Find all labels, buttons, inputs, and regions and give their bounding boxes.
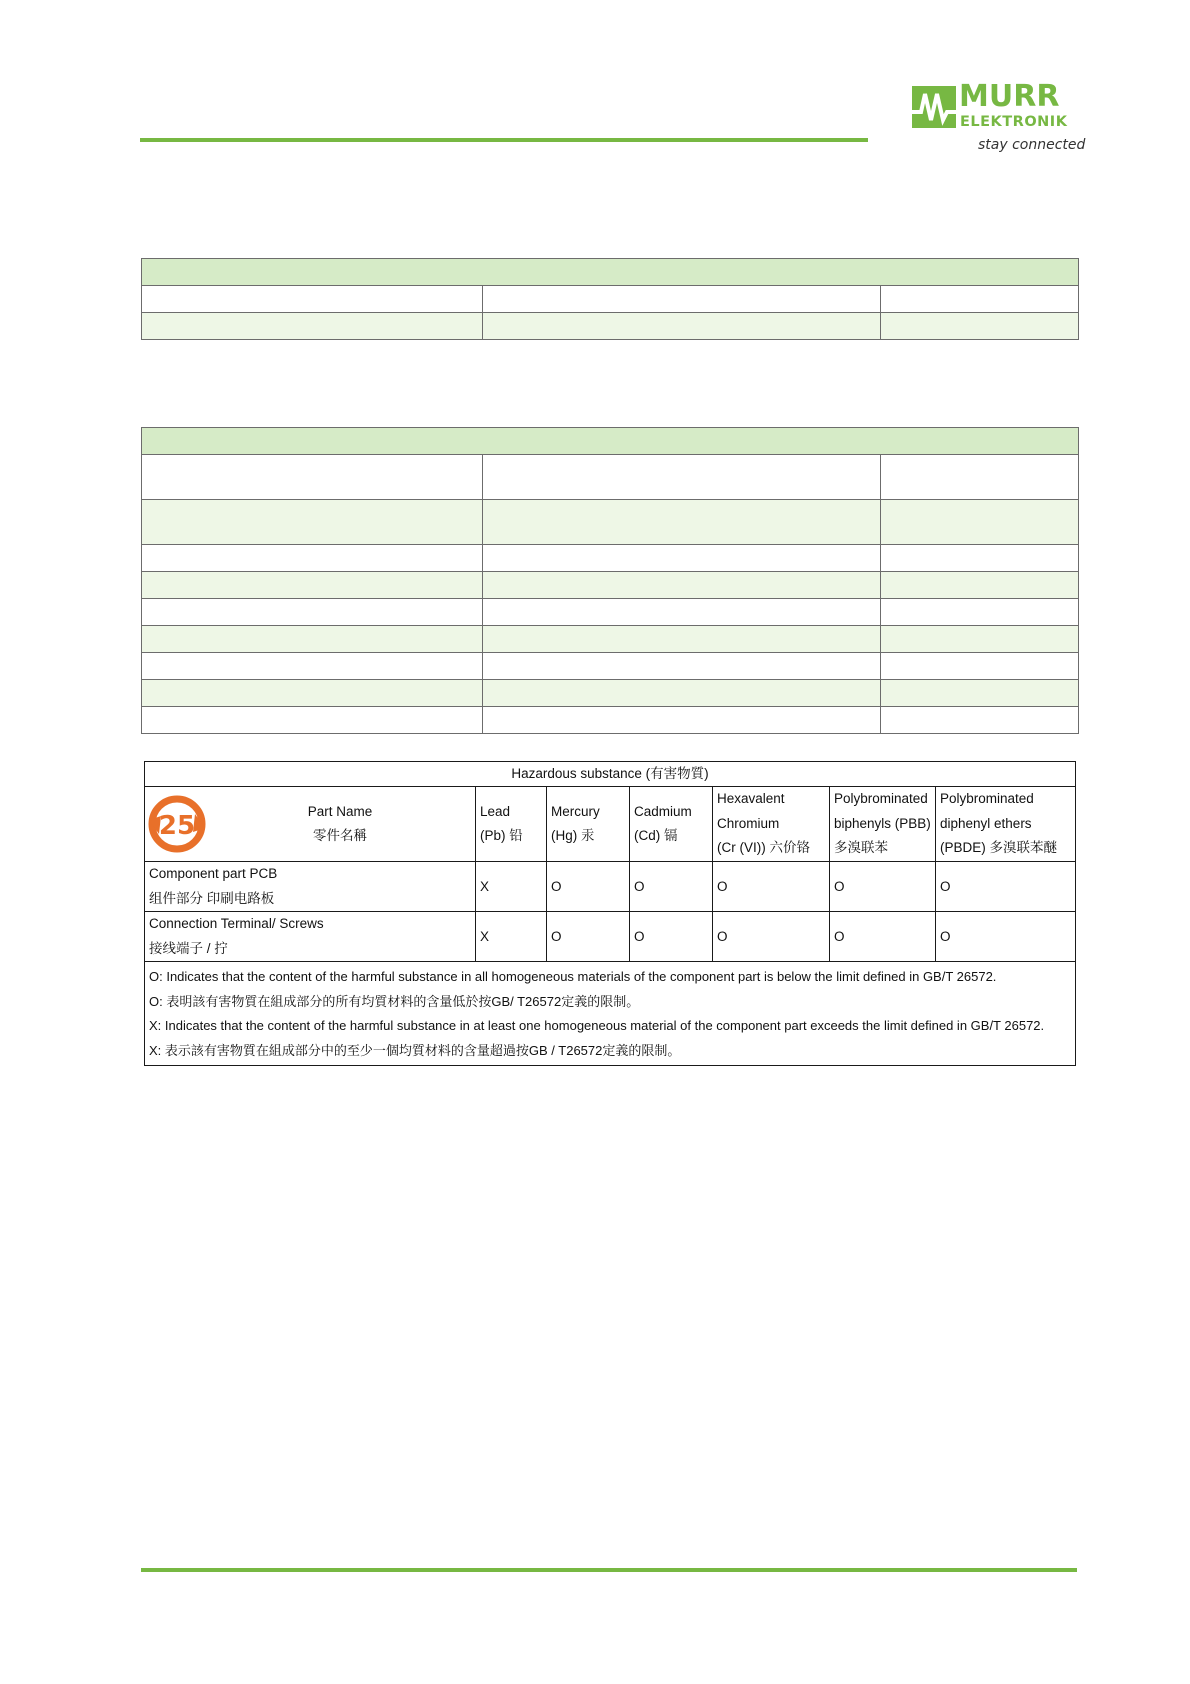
table-cell [142, 500, 483, 545]
table-cell [142, 313, 483, 340]
table-cell [483, 626, 881, 653]
value-cell: O [830, 912, 936, 962]
table-header [142, 259, 1079, 286]
table-cell [483, 680, 881, 707]
value-cell: O [630, 862, 713, 912]
footer-divider [141, 1568, 1077, 1572]
value-cell: O [630, 912, 713, 962]
value-cell: X [476, 912, 547, 962]
value-cell: O [547, 912, 630, 962]
note-x-en: X: Indicates that the content of the harmful substance in at least one homogeneous material of the component part exceeds the limit defined in GB/T 26572. [149, 1018, 1045, 1033]
logo-tagline: stay connected [978, 137, 1086, 153]
table-cell [483, 500, 881, 545]
table-cell [881, 572, 1079, 599]
column-header-hexavalent-chromium: Hexavalent Chromium (Cr (VI)) 六价铬 [713, 787, 830, 862]
column-header-lead: Lead (Pb) 铅 [476, 787, 547, 862]
value-cell: X [476, 862, 547, 912]
logo-brand: MURR [959, 79, 1060, 114]
table-cell [881, 545, 1079, 572]
value-cell: O [713, 912, 830, 962]
column-header-pbde: Polybrominated diphenyl ethers (PBDE) 多溴联苯醚 [936, 787, 1076, 862]
table-cell [483, 707, 881, 734]
table-cell [142, 599, 483, 626]
murr-elektronik-logo [912, 79, 1086, 156]
table-cell [142, 626, 483, 653]
table-cell [881, 707, 1079, 734]
table-cell [142, 572, 483, 599]
note-o-en: O: Indicates that the content of the harmful substance in all homogeneous materials of the component part is below the limit defined in GB/T 26572. [149, 969, 997, 984]
table-cell [881, 500, 1079, 545]
table-cell [483, 286, 881, 313]
part-name-label: Part Name [307, 804, 373, 819]
empty-info-table-2 [141, 427, 1079, 734]
empty-info-table-1 [141, 258, 1079, 340]
column-header-cadmium: Cadmium (Cd) 镉 [630, 787, 713, 862]
hazard-table-title: Hazardous substance (有害物質) [145, 762, 1076, 787]
table-cell [483, 653, 881, 680]
row-part-name: Connection Terminal/ Screws 接线端子 / 拧 [145, 912, 476, 962]
table-cell [142, 653, 483, 680]
epup-number: 25 [158, 811, 196, 841]
value-cell: O [547, 862, 630, 912]
table-cell [881, 599, 1079, 626]
note-o-cn: O: 表明該有害物質在組成部分的所有均質材料的含量低於按GB/ T26572定義的限制。 [149, 993, 640, 1009]
table-cell [881, 653, 1079, 680]
column-header-pbb: Polybrominated biphenyls (PBB) 多溴联苯 [830, 787, 936, 862]
table-cell [881, 286, 1079, 313]
logo-subbrand: ELEKTRONIK [960, 114, 1068, 130]
table-cell [142, 707, 483, 734]
table-row [145, 862, 1076, 912]
table-cell [881, 626, 1079, 653]
table-cell [142, 286, 483, 313]
table-cell [483, 572, 881, 599]
value-cell: O [936, 862, 1076, 912]
header-divider [140, 138, 868, 142]
table-cell [881, 455, 1079, 500]
table-cell [142, 455, 483, 500]
part-name-header [145, 787, 476, 862]
table-cell [142, 680, 483, 707]
value-cell: O [830, 862, 936, 912]
column-header-mercury: Mercury (Hg) 汞 [547, 787, 630, 862]
logo-mark-icon [912, 86, 956, 128]
table-cell [142, 545, 483, 572]
part-name-label-cn: 零件名稱 [313, 828, 367, 843]
value-cell: O [936, 912, 1076, 962]
table-cell [881, 313, 1079, 340]
table-cell [483, 599, 881, 626]
table-cell [483, 455, 881, 500]
note-x-cn: X: 表示該有害物質在組成部分中的至少一個均質材料的含量超過按GB / T26572定義的限制。 [149, 1042, 681, 1058]
row-part-name: Component part PCB 组件部分 印刷电路板 [145, 862, 476, 912]
table-cell [881, 680, 1079, 707]
value-cell: O [713, 862, 830, 912]
hazardous-substance-table [144, 761, 1076, 1066]
table-row [145, 912, 1076, 962]
epup-25-year-icon [147, 794, 207, 854]
table-header [142, 428, 1079, 455]
legend-notes [145, 962, 1076, 1066]
table-cell [483, 545, 881, 572]
table-cell [483, 313, 881, 340]
